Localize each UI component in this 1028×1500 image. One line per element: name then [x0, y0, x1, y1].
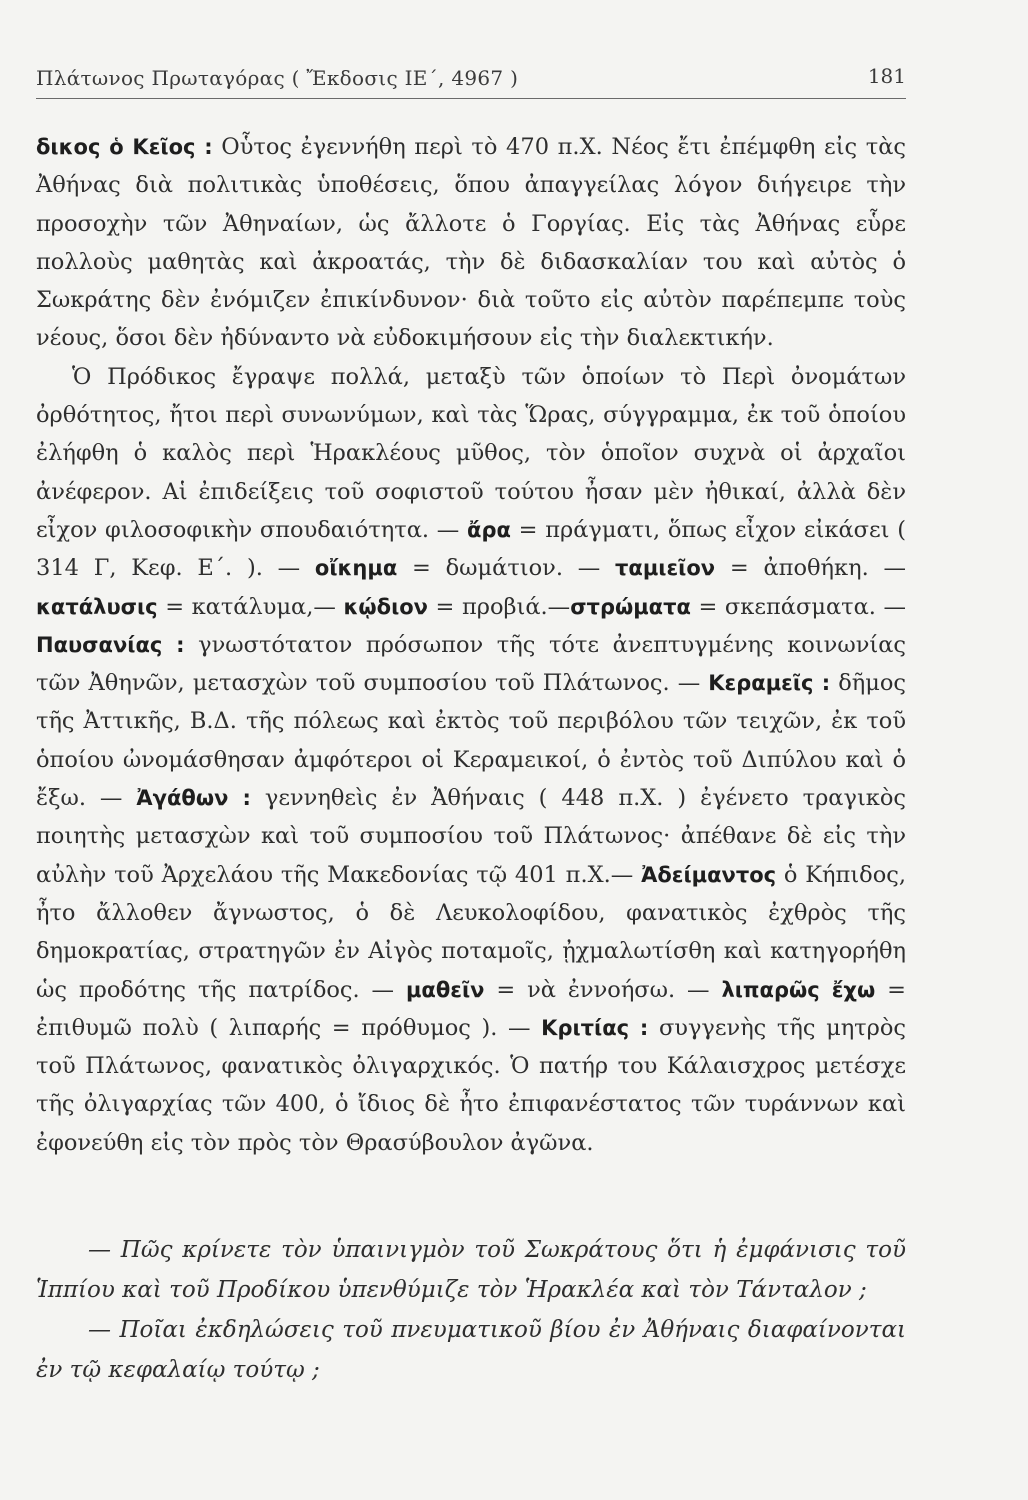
body-text-run: Ὁ Πρόδικος ἔγραψε πολλά, μεταξὺ τῶν ὁποίων τὸ Περὶ ὀνομάτων ὀρθότητος, ἤτοι περὶ συνωνύμων, καὶ τὰς Ὥρας, σύγγραμμα, ἐκ τοῦ ὁποίου ἐλήφθη ὁ καλὸς περὶ Ἡρακλέους μῦθος, τὸν ὁποῖον συχνὰ οἱ ἀρχαῖοι ἀνέφερον. Αἱ ἐπιδείξεις τοῦ σοφιστοῦ τούτου ἦσαν μὲν ἠθικαί, ἀλλὰ δὲν εἶχον φιλοσοφικὴν σπουδαιότητα. —: [36, 363, 906, 543]
body-text-run: συγγενὴς τῆς μητρὸς τοῦ Πλάτωνος, φανατικὸς ὀλιγαρχικός. Ὁ πατήρ του Κάλαισχρος μετέσχε τῆς ὀλιγαρχίας τῶν 400, ὁ ἴδιος δὲ ἦτο ἐπιφανέστατος τῶν τυράννων καὶ ἐφονεύθη εἰς τὸν πρὸς τὸν Θρασύβουλον ἀγῶνα.: [36, 1014, 906, 1156]
gloss-term: κῴδιον: [343, 594, 428, 619]
gloss-term: Ἀγάθων :: [136, 786, 251, 811]
body-text-run: = κατάλυμα,—: [157, 593, 344, 620]
gloss-term: Κριτίας :: [541, 1015, 649, 1040]
page-header: [36, 58, 906, 98]
body-text-run: ὁ Κήπιδος, ἦτο ἄλλοθεν ἄγνωστος, ὁ δὲ Λευκολοφίδου, φανατικὸς ἐχθρὸς τῆς δημοκρατίας, στρατηγῶν ἐν Αἰγὸς ποταμοῖς, ᾐχμαλωτίσθη καὶ κατηγορήθη ὡς προδότης τῆς πατρίδος. —: [36, 861, 906, 1003]
body-text-run: = ἐπιθυμῶ πολὺ ( λιπαρής = πρόθυμος ). —: [36, 976, 906, 1041]
body-text-run: = ἀποθήκη. —: [715, 555, 906, 582]
body-text-run: = νὰ ἐννοήσω. —: [484, 976, 722, 1003]
gloss-term: οἴκημα: [314, 556, 398, 581]
gloss-term: στρώματα: [570, 594, 691, 619]
page-number: 181: [867, 64, 906, 88]
question-1: — Πῶς κρίνετε τὸν ὑπαινιγμὸν τοῦ Σωκράτους ὅτι ἡ ἐμφάνισις τοῦ Ἱππίου καὶ τοῦ Προδίκου ὑπενθύμιζε τὸν Ἡρακλέα καὶ τὸν Τάνταλον ;: [36, 1237, 906, 1303]
gloss-term: Ἀδείμαντος: [641, 862, 777, 887]
gloss-term: Κεραμεῖς :: [708, 671, 831, 696]
gloss-term: μαθεῖν: [405, 977, 485, 1002]
header-rule: [36, 98, 906, 99]
question-2: — Ποῖαι ἐκδηλώσεις τοῦ πνευματικοῦ βίου ἐν Ἀθήναις διαφαίνονται ἐν τῷ κεφαλαίῳ τούτῳ ;: [36, 1317, 906, 1383]
gloss-term: κατάλυσις: [36, 594, 158, 619]
body-text-run: δῆμος τῆς Ἀττικῆς, Β.Δ. τῆς πόλεως καὶ ἐκτὸς τοῦ περιβόλου τῶν τειχῶν, ἐκ τοῦ ὁποίου ὠνομάσθησαν ἀμφότεροι οἱ Κεραμεικοί, ὁ ἐντὸς τοῦ Διπύλου καὶ ὁ ἔξω. —: [36, 670, 907, 812]
gloss-term: λιπαρῶς ἔχω: [721, 977, 876, 1002]
commentary-body: [36, 128, 906, 1162]
gloss-term: Παυσανίας :: [36, 632, 185, 657]
body-text-run: = προβιά.—: [427, 593, 571, 620]
paragraph-2: [36, 358, 906, 1162]
body-text-run: = πράγματι, ὅπως εἶχον εἰκάσει ( 314 Γ, Κεφ. Ε΄. ). —: [36, 516, 906, 582]
body-text-run: γεννηθεὶς ἐν Ἀθήναις ( 448 π.Χ. ) ἐγένετο τραγικὸς ποιητὴς μετασχὼν καὶ τοῦ συμποσίου τοῦ Πλάτωνος· ἀπέθανε δὲ εἰς τὴν αὐλὴν τοῦ Ἀρχελάου τῆς Μακεδονίας τῷ 401 π.Χ.—: [36, 785, 906, 888]
paragraph-1: [36, 128, 906, 358]
gloss-term: ἄρα: [467, 517, 511, 542]
study-questions: [36, 1230, 906, 1390]
body-text-run: Οὗτος ἐγεννήθη περὶ τὸ 470 π.Χ. Νέος ἔτι ἐπέμφθη εἰς τὰς Ἀθήνας διὰ πολιτικὰς ὑποθέσεις, ὅπου ἀπαγγείλας λόγον διήγειρε τὴν προσοχὴν τῶν Ἀθηναίων, ὡς ἄλλοτε ὁ Γοργίας. Εἰς τὰς Ἀθήνας εὗρε πολλοὺς μαθητὰς καὶ ἀκροατάς, τὴν δὲ διδασκαλίαν του καὶ αὐτὸς ὁ Σωκράτης δὲν ἐνόμιζεν ἐπικίνδυνον· διὰ τοῦτο εἰς αὐτὸν παρέπεμπε τοὺς νέους, ὅσοι δὲν ἠδύναντο νὰ εὐδοκιμήσουν εἰς τὴν διαλεκτικήν.: [36, 134, 906, 352]
running-head: Πλάτωνος Πρωταγόρας ( Ἔκδοσις ΙΕ΄, 4967 ): [36, 66, 519, 90]
gloss-term: ταμιεῖον: [615, 556, 716, 581]
body-text-run: γνωστότατον πρόσωπον τῆς τότε ἀνεπτυγμένης κοινωνίας τῶν Ἀθηνῶν, μετασχὼν τοῦ συμποσίου τοῦ Πλάτωνος. —: [36, 631, 906, 697]
body-text-run: = δωμάτιον. —: [397, 555, 616, 582]
gloss-term: δικος ὁ Κεῖος :: [36, 135, 213, 159]
body-text-run: = σκεπάσματα. —: [690, 593, 906, 620]
